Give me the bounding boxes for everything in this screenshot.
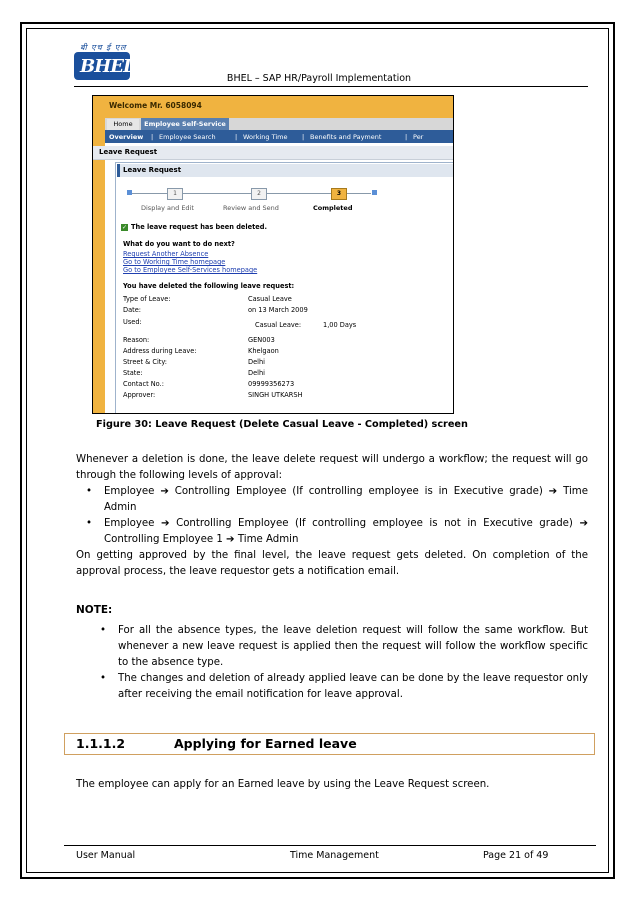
bullet-dot: • — [100, 625, 107, 636]
bullet-dot: • — [100, 673, 107, 684]
roadmap-step-3: 3 — [331, 188, 347, 200]
tab-home[interactable]: Home — [107, 119, 139, 130]
used-leave-type: Casual Leave: — [255, 321, 302, 329]
detail-value: Casual Leave — [248, 295, 292, 303]
next-steps-heading: What do you want to do next? — [123, 240, 235, 248]
workflow-intro: Whenever a deletion is done, the leave delete request will undergo a workflow; the request will go through the following levels of approval: — [76, 454, 588, 481]
roadmap-step-2: 2 — [251, 188, 267, 200]
detail-value: Khelgaon — [248, 347, 279, 355]
footer-page-number: Page 21 of 49 — [483, 850, 549, 861]
bullet-dot: • — [86, 518, 93, 529]
step-label-display-edit: Display and Edit — [141, 204, 194, 212]
list-item — [76, 623, 588, 671]
bullet-dot: • — [86, 486, 93, 497]
detail-value: GEN003 — [248, 336, 275, 344]
breadcrumb-label: Leave Request — [99, 148, 158, 156]
figure-caption: Figure 30: Leave Request (Delete Casual Leave - Completed) screen — [96, 419, 468, 430]
link-working-time-homepage[interactable]: Go to Working Time homepage — [123, 258, 226, 266]
footer-divider — [64, 845, 596, 846]
roadmap-start-marker — [127, 190, 132, 195]
deleted-heading: You have deleted the following leave request: — [123, 282, 295, 290]
roadmap-end-marker — [372, 190, 377, 195]
step-label-review-send: Review and Send — [223, 204, 279, 212]
success-check-icon: ✓ — [121, 224, 128, 231]
welcome-bar — [93, 96, 453, 118]
subtab-sep: | — [151, 133, 154, 141]
subtab-sep: | — [235, 133, 238, 141]
logo-hindi-text: बी एच ई एल — [80, 43, 127, 52]
used-leave-days: 1,00 Days — [323, 321, 357, 329]
detail-label: Type of Leave: — [123, 295, 171, 303]
subtab-benefits-payment[interactable]: Benefits and Payment — [310, 133, 382, 141]
footer-center: Time Management — [290, 850, 379, 861]
subtab-per[interactable]: Per — [413, 133, 424, 141]
list-item — [76, 516, 588, 548]
detail-label: Address during Leave: — [123, 347, 197, 355]
sub-tab-strip — [105, 130, 453, 143]
deletion-completion-text: On getting approved by the final level, the leave request gets deleted. On completion of the approval process, the leave requestor gets a notification email. — [76, 550, 588, 577]
section-title: Applying for Earned leave — [174, 736, 357, 751]
tab-employee-self-service[interactable]: Employee Self-Service — [141, 118, 229, 130]
detail-label: Approver: — [123, 391, 156, 399]
detail-value: on 13 March 2009 — [248, 306, 308, 314]
workflow-bullet-1: Employee ➔ Controlling Employee (If controlling employee is in Executive grade) ➔ Time Admin — [104, 486, 588, 513]
panel-title: Leave Request — [123, 166, 182, 174]
header-divider — [74, 86, 588, 87]
logo-text: BHEL — [80, 56, 135, 77]
detail-label: Used: — [123, 318, 142, 326]
panel-header — [117, 164, 453, 177]
footer-left: User Manual — [76, 850, 136, 861]
detail-value: 09999356273 — [248, 380, 295, 388]
roadmap-step-1: 1 — [167, 188, 183, 200]
subtab-employee-search[interactable]: Employee Search — [159, 133, 216, 141]
detail-label: State: — [123, 369, 143, 377]
detail-label: Street & City: — [123, 358, 168, 366]
workflow-bullet-2: Employee ➔ Controlling Employee (If controlling employee is not in Executive grade) ➔ Controlling Employee 1 ➔ Time Admin — [104, 518, 588, 545]
note-label: NOTE: — [76, 604, 113, 616]
detail-value: Delhi — [248, 369, 265, 377]
subtab-overview[interactable]: Overview — [109, 133, 144, 141]
detail-label: Reason: — [123, 336, 150, 344]
leave-request-screenshot — [92, 95, 454, 414]
detail-value: SINGH UTKARSH — [248, 391, 303, 399]
section-text: The employee can apply for an Earned leave by using the Leave Request screen. — [76, 779, 490, 790]
note-bullet-1: For all the absence types, the leave deletion request will follow the same workflow. But whenever a new leave request is applied then the request will follow the workflow specific to the absence type. — [118, 625, 588, 668]
step-label-completed: Completed — [313, 204, 353, 212]
list-item — [76, 671, 588, 703]
link-request-another-absence[interactable]: Request Another Absence — [123, 250, 209, 258]
note-bullet-2: The changes and deletion of already applied leave can be done by the leave requestor only after receiving the email notification for leave approval. — [118, 673, 588, 700]
detail-label: Date: — [123, 306, 141, 314]
detail-label: Contact No.: — [123, 380, 164, 388]
header-title: BHEL – SAP HR/Payroll Implementation — [226, 73, 412, 84]
section-number: 1.1.1.2 — [76, 736, 126, 751]
list-item — [76, 484, 588, 516]
success-message: The leave request has been deleted. — [131, 223, 267, 231]
link-ess-homepage[interactable]: Go to Employee Self-Services homepage — [123, 266, 258, 274]
subtab-working-time[interactable]: Working Time — [243, 133, 288, 141]
subtab-sep: | — [302, 133, 305, 141]
left-accent-band — [93, 118, 105, 413]
detail-value: Delhi — [248, 358, 265, 366]
welcome-text: Welcome Mr. 6058094 — [109, 101, 202, 110]
breadcrumb — [93, 146, 453, 160]
subtab-sep: | — [405, 133, 408, 141]
